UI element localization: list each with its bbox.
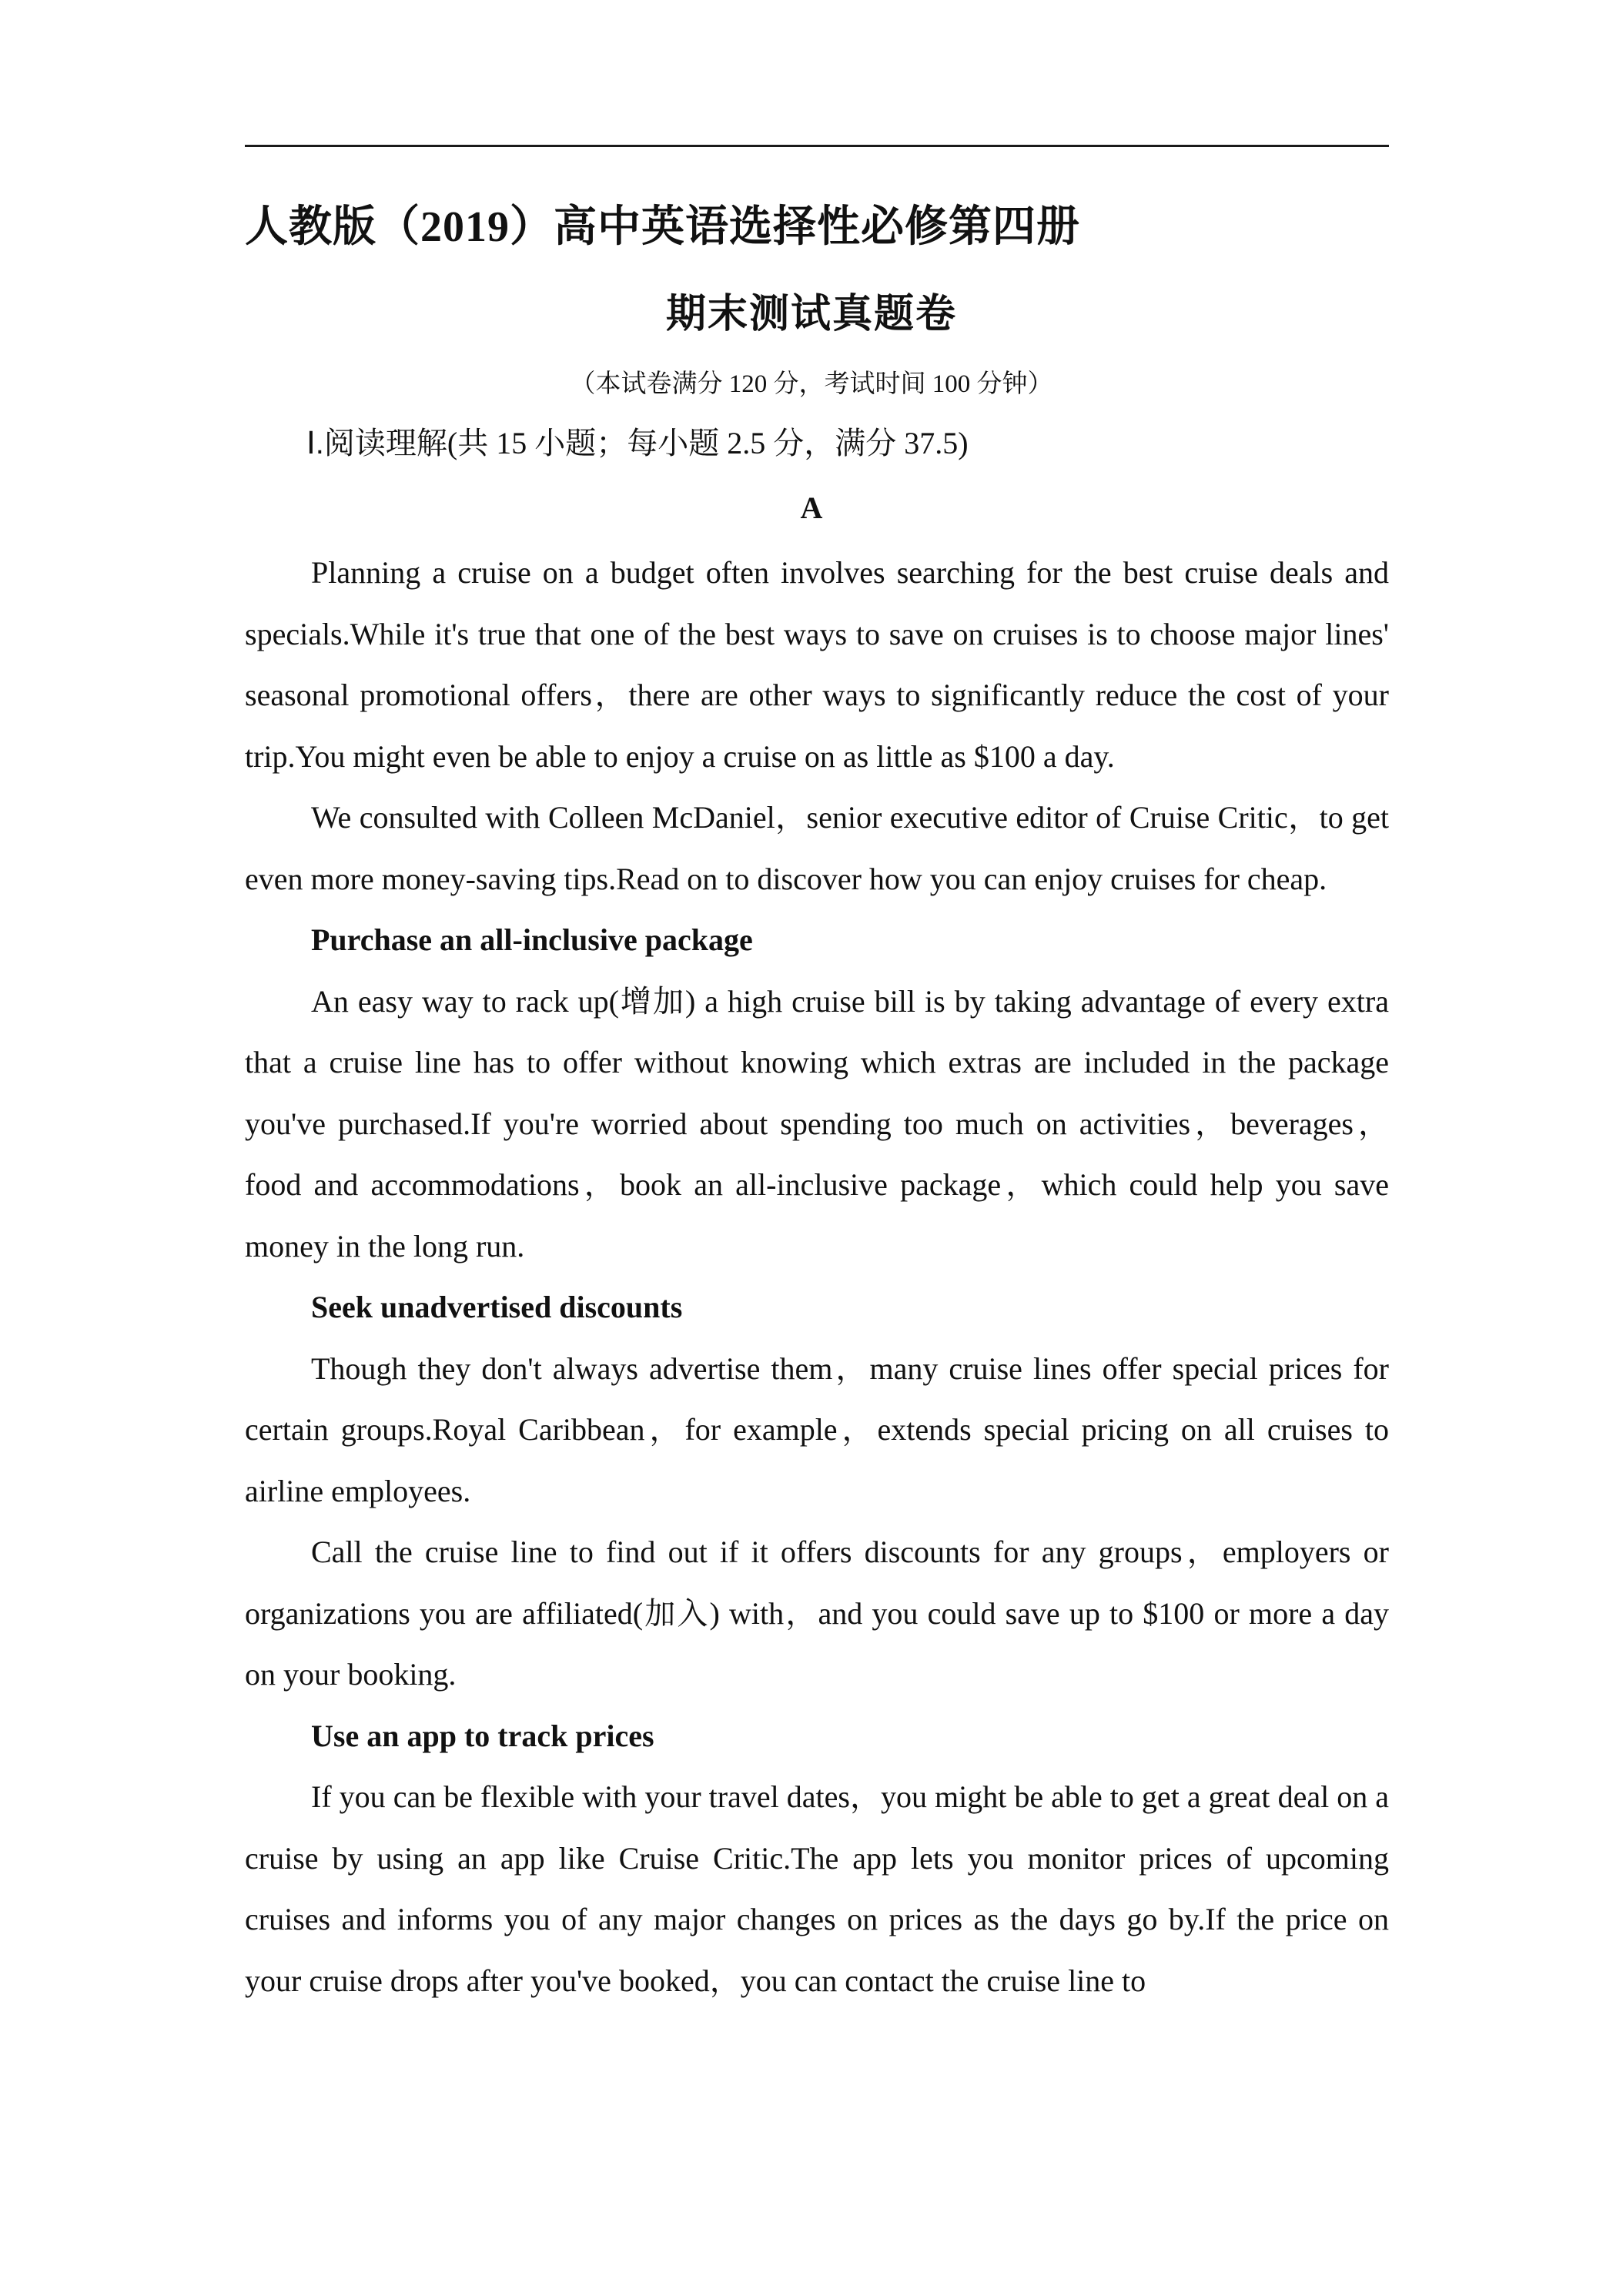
paragraph: We consulted with Colleen McDaniel，senior executive editor of Cruise Critic，to get even more money-saving tips.Read on to discover how you can enjoy cruises for cheap. xyxy=(245,800,1389,896)
section-name: 阅读理解 xyxy=(323,426,447,460)
header-rule xyxy=(245,145,1389,147)
paragraph: An easy way to rack up(增加) a high cruise bill is by taking advantage of every extra that a cruise line has to offer without knowing which extras are included in the package you've purchased.If you're worried about spending too much on activities，beverages，food and accommodations，book an all-inclusive package，which could help you save money in the long run. xyxy=(245,983,1389,1263)
paragraph: Planning a cruise on a budget often involves searching for the best cruise deals and specials.While it's true that one of the best ways to save on cruises is to choose major lines' seasonal promotional offers，there are other ways to significantly reduce the cost of your trip.You might even be able to enjoy a cruise on as little as $100 a day. xyxy=(245,555,1389,774)
exam-note: （本试卷满分 120 分，考试时间 100 分钟） xyxy=(570,370,1053,398)
document-subtitle: 期末测试真题卷 xyxy=(665,293,957,336)
section-subheading: Purchase an all-inclusive package xyxy=(311,922,753,957)
paragraph: Though they don't always advertise them，many cruise lines offer special prices for certain groups.Royal Caribbean，for example，extends special pricing on all cruises to airline employees. xyxy=(245,1350,1389,1508)
passage-body xyxy=(245,542,1389,2011)
section-heading xyxy=(306,425,969,462)
document-title: 人教版（2019）高中英语选择性必修第四册 xyxy=(245,203,1080,251)
section-number: Ⅰ. xyxy=(306,427,324,460)
section-info: (共 15 小题；每小题 2.5 分，满分 37.5) xyxy=(447,426,969,460)
section-subheading: Use an app to track prices xyxy=(311,1718,654,1753)
section-subheading: Seek unadvertised discounts xyxy=(311,1290,683,1324)
passage-letter: A xyxy=(800,490,823,525)
paragraph: If you can be flexible with your travel dates，you might be able to get a great deal on a cruise by using an app like Cruise Critic.The app lets you monitor prices of upcoming cruises and informs you of any major changes on prices as the days go by.If the price on your cruise drops after you've booked，you can contact the cruise line to xyxy=(245,1779,1389,1998)
paragraph: Call the cruise line to find out if it offers discounts for any groups，employers or organizations you are affiliated(加入) with，and you could save up to $100 or more a day on your booking. xyxy=(245,1535,1389,1692)
